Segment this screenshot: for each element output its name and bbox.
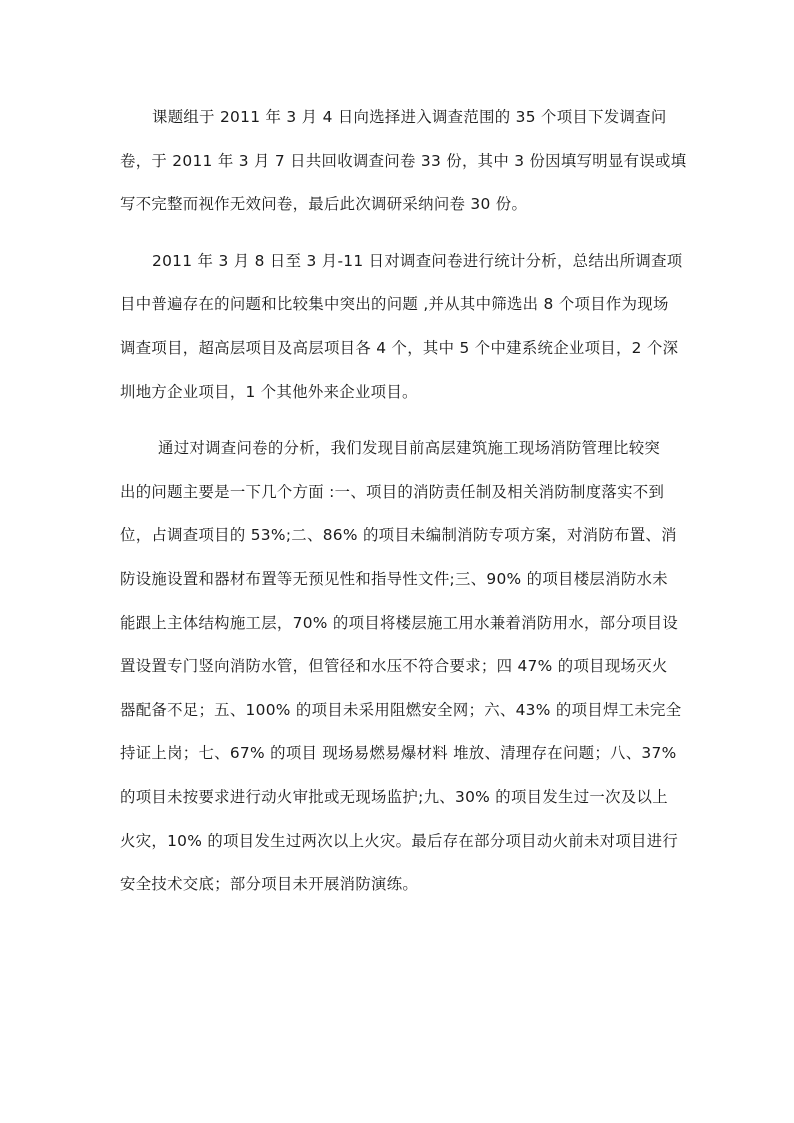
text-line: 卷，于 2011 年 3 月 7 日共回收调查问卷 33 份，其中 3 份因填写明显有误或填 [120,151,687,170]
text-line: 目中普遍存在的问题和比较集中突出的问题 ,并从其中筛选出 8 个项目作为现场 [120,295,669,314]
text-line: 圳地方企业项目，1 个其他外来企业项目。 [120,382,418,401]
text-line: 出的问题主要是一下几个方面 :一、项目的消防责任制及相关消防制度落实不到 [120,482,665,501]
text-line: 2011 年 3 月 8 日至 3 月-11 日对调查问卷进行统计分析，总结出所调查项 [152,251,683,270]
text-line: 火灾，10% 的项目发生过两次以上火灾。最后存在部分项目动火前未对项目进行 [120,831,679,850]
paragraph-findings [120,431,680,911]
document-body [120,100,687,924]
paragraph-statistical-analysis [120,244,683,418]
paragraph-survey-distribution [120,100,687,231]
text-line: 安全技术交底；部分项目未开展消防演练。 [120,875,419,894]
text-line: 写不完整而视作无效问卷，最后此次调研采纳问卷 30 份。 [120,195,528,214]
text-line: 调查项目，超高层项目及高层项目各 4 个，其中 5 个中建系统企业项目，2 个深 [120,338,679,357]
text-line: 器配备不足；五、100% 的项目未采用阻燃安全网；六、43% 的项目焊工未完全 [120,700,682,719]
text-line: 通过对调查问卷的分析，我们发现目前高层建筑施工现场消防管理比较突 [158,439,661,458]
text-line: 防设施设置和器材布置等无预见性和指导性文件;三、90% 的项目楼层消防水未 [120,569,668,588]
text-line: 置设置专门竖向消防水管，但管径和水压不符合要求；四 47% 的项目现场灭火 [120,657,668,676]
text-line: 课题组于 2011 年 3 月 4 日向选择进入调查范围的 35 个项目下发调查问 [152,108,667,126]
text-line: 持证上岗；七、67% 的项目 现场易燃易爆材料 堆放、清理存在问题；八、37% [120,744,677,763]
text-line: 的项目未按要求进行动火审批或无现场监护;九、30% 的项目发生过一次及以上 [120,787,668,806]
text-line: 能跟上主体结构施工层，70% 的项目将楼层施工用水兼着消防用水，部分项目设 [120,613,679,632]
text-line: 位，占调查项目的 53%;二、86% 的项目未编制消防专项方案，对消防布置、消 [120,526,677,545]
